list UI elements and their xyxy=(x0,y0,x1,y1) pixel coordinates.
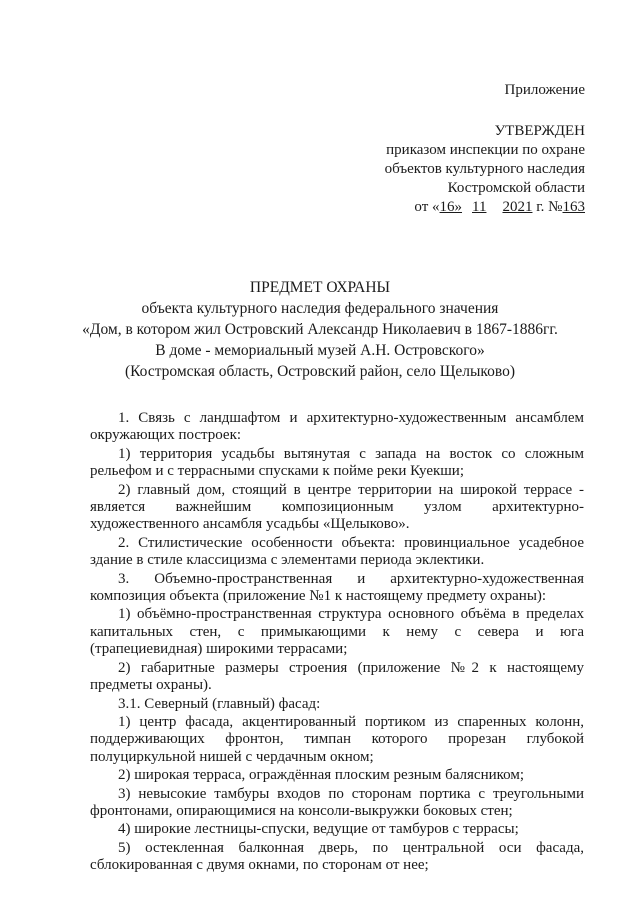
title-line-3: В доме - мемориальный музей А.Н. Островского» xyxy=(155,342,485,359)
order-number: 163 xyxy=(562,199,585,215)
approved-line-2: объектов культурного наследия xyxy=(384,161,585,177)
paragraph: 1. Связь с ландшафтом и архитектурно-художественным ансамблем окружающих построек: xyxy=(90,410,584,444)
paragraph: 2) габаритные размеры строения (приложение №2 к настоящему предметы охраны). xyxy=(90,659,584,694)
title-line-4: (Костромская область, Островский район, село Щелыково) xyxy=(124,363,516,380)
date-day: 16 xyxy=(439,199,455,215)
approval-date xyxy=(385,198,585,217)
title-line-1: объекта культурного наследия федерального значения xyxy=(141,300,499,317)
date-prefix: от « xyxy=(414,199,440,215)
date-year-tail: г. № xyxy=(532,199,563,215)
paragraph: 1) территория усадьбы вытянутая с запада на восток со сложным рельефом и с террасными спусками к пойме реки Куекши; xyxy=(90,445,584,480)
document-title xyxy=(60,277,580,382)
paragraph: 2. Стилистические особенности объекта: провинциальное усадебное здание в стиле классицизма с элементами периода эклектики. xyxy=(90,534,584,569)
paragraph: 4) широкие лестницы-спуски, ведущие от тамбуров с террасы; xyxy=(118,821,519,838)
paragraph: 3) невысокие тамбуры входов по сторонам портика с треугольными фронтонами, опирающимися на консоли-выкружки боковых стен; xyxy=(90,785,584,819)
paragraph: 3. Объемно-пространственная и архитектурно-художественная композиция объекта (приложение №1 к настоящему предмету охраны): xyxy=(90,570,584,605)
date-month: 11 xyxy=(472,199,487,215)
approved-line-3: Костромской области xyxy=(447,180,585,196)
approved-title: УТВЕРЖДЕН xyxy=(494,123,585,139)
paragraph: 2) главный дом, стоящий в центре территории на широкой террасе - является важнейшим композиционным узлом архитектурно-художественного ансамбля усадьбы «Щелыково». xyxy=(90,481,584,533)
appendix-label: Приложение xyxy=(504,82,585,98)
title-heading: ПРЕДМЕТ ОХРАНЫ xyxy=(249,279,391,296)
date-middle: » xyxy=(454,199,463,215)
paragraph: 1) объёмно-пространственная структура основного объёма в пределах капитальных стен, с примыкающими к нему с севера и юга (трапециевидная) широкими террасами; xyxy=(90,606,584,658)
paragraph: 2) широкая терраса, ограждённая плоским резным балясником; xyxy=(118,767,525,784)
approved-line-1: приказом инспекции по охране xyxy=(386,142,585,158)
document-body xyxy=(90,410,584,876)
date-year-suffix: 21 xyxy=(517,199,533,215)
title-line-2: «Дом, в котором жил Островский Александр Николаевич в 1867-1886гг. xyxy=(82,321,558,338)
paragraph: 5) остекленная балконная дверь, по центральной оси фасада, сблокированная с двумя окнами, по сторонам от нее; xyxy=(90,839,584,874)
date-year-prefix: 20 xyxy=(502,199,518,215)
paragraph: 1) центр фасада, акцентированный портиком из спаренных колонн, поддерживающих фронтон, тимпан которого прорезан глубокой полуциркульной нишей с чердачным окном; xyxy=(90,713,584,765)
approval-block xyxy=(385,122,585,217)
paragraph: 3.1. Северный (главный) фасад: xyxy=(118,695,321,712)
